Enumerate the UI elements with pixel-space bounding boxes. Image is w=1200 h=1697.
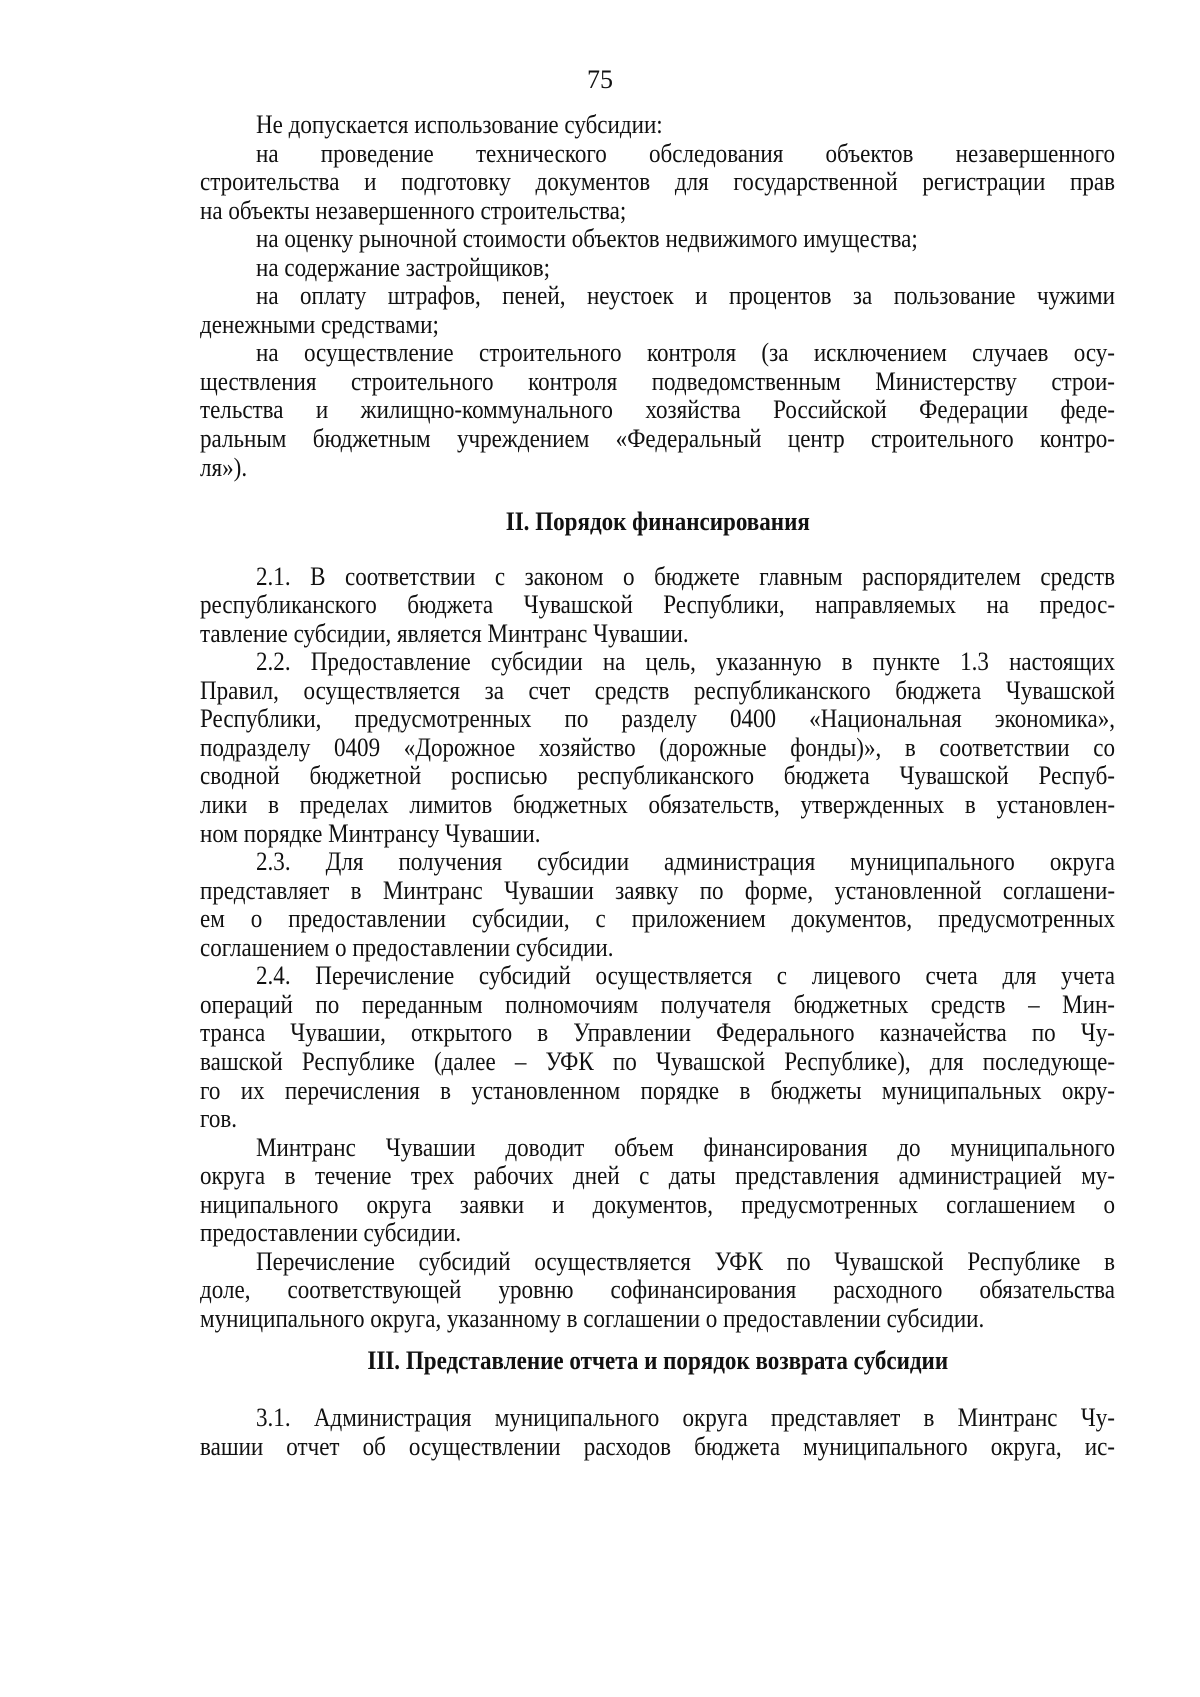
text-line [200, 590, 1115, 619]
text-line-content: Не допускается использование субсидии: [256, 109, 663, 139]
text-line-content: на проведение технического обследования объектов незавершенного [256, 137, 1115, 168]
section-heading [200, 507, 1115, 536]
text-line [256, 1403, 1115, 1432]
text-line [200, 990, 1115, 1019]
text-line [256, 647, 1115, 676]
text-line-content: представляет в Минтранс Чувашии заявку по форме, установленной соглашени- [200, 874, 1115, 905]
paragraph [200, 224, 1115, 253]
text-line-content: ниципального округа заявки и документов, предусмотренных соглашением о [200, 1188, 1115, 1219]
text-line [200, 904, 1115, 933]
paragraph [200, 1403, 1115, 1460]
text-line-content: строительства и подготовку документов для государственной регистрации прав [200, 166, 1115, 197]
text-line [200, 367, 1115, 396]
text-line [256, 1247, 1115, 1276]
text-line-content: ральным бюджетным учреждением «Федеральный центр строительного контро- [200, 423, 1115, 454]
text-line [200, 704, 1115, 733]
text-line-content: на осуществление строительного контроля (за исключением случаев осу- [256, 337, 1115, 368]
text-line-content: республиканского бюджета Чувашской Республики, направляемых на предос- [200, 589, 1115, 620]
text-line-content: го их перечисления в установленном порядке в бюджеты муниципальных окру- [200, 1074, 1115, 1105]
text-line [256, 253, 1115, 282]
text-line [200, 676, 1115, 705]
text-line [200, 933, 1115, 962]
text-line-content: сводной бюджетной росписью республиканского бюджета Чувашской Респуб- [200, 760, 1115, 791]
paragraph [200, 961, 1115, 1132]
text-line [256, 224, 1115, 253]
text-line [200, 1432, 1115, 1461]
document-body [200, 110, 1115, 1460]
text-line [256, 338, 1115, 367]
text-line-content: 2.1. В соответствии с законом о бюджете главным распорядителем средств [256, 560, 1115, 591]
text-line-content: предоставлении субсидии. [200, 1217, 462, 1248]
text-line [256, 110, 1115, 139]
text-line [200, 1104, 1115, 1133]
page-number: 75 [587, 65, 613, 94]
text-line-content: 2.3. Для получения субсидии администрация муниципального округа [256, 846, 1115, 877]
text-line-content: на содержание застройщиков; [256, 251, 551, 282]
paragraph [200, 647, 1115, 847]
text-line-content: Перечисление субсидий осуществляется УФК по Чувашской Республике в [256, 1245, 1115, 1276]
paragraph [200, 338, 1115, 481]
text-line [200, 819, 1115, 848]
paragraph [200, 1247, 1115, 1333]
text-line [200, 453, 1115, 482]
text-line [200, 761, 1115, 790]
text-line-content: операций по переданным полномочиям получателя бюджетных средств – Мин- [200, 988, 1115, 1019]
text-line-content: денежными средствами; [200, 308, 439, 339]
text-line [256, 961, 1115, 990]
text-line [200, 876, 1115, 905]
text-line-content: 2.2. Предоставление субсидии на цель, указанную в пункте 1.3 настоящих [256, 646, 1115, 677]
text-line [200, 1047, 1115, 1076]
text-line [200, 310, 1115, 339]
text-line-content: транса Чувашии, открытого в Управлении Федерального казначейства по Чу- [200, 1017, 1115, 1048]
paragraph [200, 110, 1115, 139]
text-line [256, 847, 1115, 876]
text-line-content: ществления строительного контроля подведомственным Министерству строи- [200, 365, 1115, 396]
text-line-content: вашии отчет об осуществлении расходов бюджета муниципального округа, ис- [200, 1430, 1115, 1461]
paragraph [200, 139, 1115, 225]
text-line-content: ля»). [200, 451, 248, 482]
text-line-content: 2.4. Перечисление субсидий осуществляется с лицевого счета для учета [256, 960, 1115, 991]
text-line-content: гов. [200, 1103, 238, 1134]
paragraph [200, 562, 1115, 648]
text-line [200, 1018, 1115, 1047]
text-line-content: вашской Республике (далее – УФК по Чувашской Республике), для последующе- [200, 1045, 1115, 1076]
text-line-content: Республики, предусмотренных по разделу 0400 «Национальная экономика», [200, 703, 1115, 734]
text-line-content: ном порядке Минтрансу Чувашии. [200, 817, 541, 848]
text-line-content: тельства и жилищно-коммунального хозяйства Российской Федерации феде- [200, 394, 1115, 425]
text-line [200, 1218, 1115, 1247]
text-line [256, 139, 1115, 168]
text-line [256, 562, 1115, 591]
text-line [200, 1161, 1115, 1190]
text-line-content: округа в течение трех рабочих дней с даты представления администрацией му- [200, 1160, 1115, 1191]
text-line-content: на объекты незавершенного строительства; [200, 194, 627, 225]
text-line-content: соглашением о предоставлении субсидии. [200, 931, 614, 962]
section-heading [200, 1346, 1115, 1375]
text-line-content: ем о предоставлении субсидии, с приложением документов, предусмотренных [200, 903, 1115, 934]
text-line-content: лики в пределах лимитов бюджетных обязательств, утвержденных в установлен- [200, 789, 1115, 820]
text-line [200, 167, 1115, 196]
text-line-content: 3.1. Администрация муниципального округа представляет в Минтранс Чу- [256, 1401, 1115, 1432]
text-line [200, 733, 1115, 762]
paragraph [200, 847, 1115, 961]
text-line [200, 1275, 1115, 1304]
text-line [256, 281, 1115, 310]
text-line-content: подразделу 0409 «Дорожное хозяйство (дорожные фонды)», в соответствии со [200, 731, 1115, 762]
text-line [200, 619, 1115, 648]
paragraph [200, 253, 1115, 282]
paragraph [200, 1133, 1115, 1247]
text-line-content: доле, соответствующей уровню софинансирования расходного обязательства [200, 1274, 1115, 1305]
text-line-content: на оценку рыночной стоимости объектов недвижимого имущества; [256, 223, 918, 254]
text-line [200, 1190, 1115, 1219]
text-line [200, 395, 1115, 424]
paragraph [200, 281, 1115, 338]
text-line [200, 1304, 1115, 1333]
text-line-content: Правил, осуществляется за счет средств республиканского бюджета Чувашской [200, 674, 1115, 705]
text-line-content: тавление субсидии, является Минтранс Чувашии. [200, 617, 689, 648]
section-heading-text: III. Представление отчета и порядок возврата субсидии [367, 1345, 948, 1376]
text-line [200, 196, 1115, 225]
text-line-content: Минтранс Чувашии доводит объем финансирования до муниципального [256, 1131, 1115, 1162]
text-line [200, 790, 1115, 819]
text-line [200, 1076, 1115, 1105]
text-line [200, 424, 1115, 453]
text-line [256, 1133, 1115, 1162]
text-line-content: муниципального округа, указанному в соглашении о предоставлении субсидии. [200, 1302, 985, 1333]
text-line-content: на оплату штрафов, пеней, неустоек и процентов за пользование чужими [256, 280, 1115, 311]
section-heading-text: II. Порядок финансирования [505, 506, 810, 537]
